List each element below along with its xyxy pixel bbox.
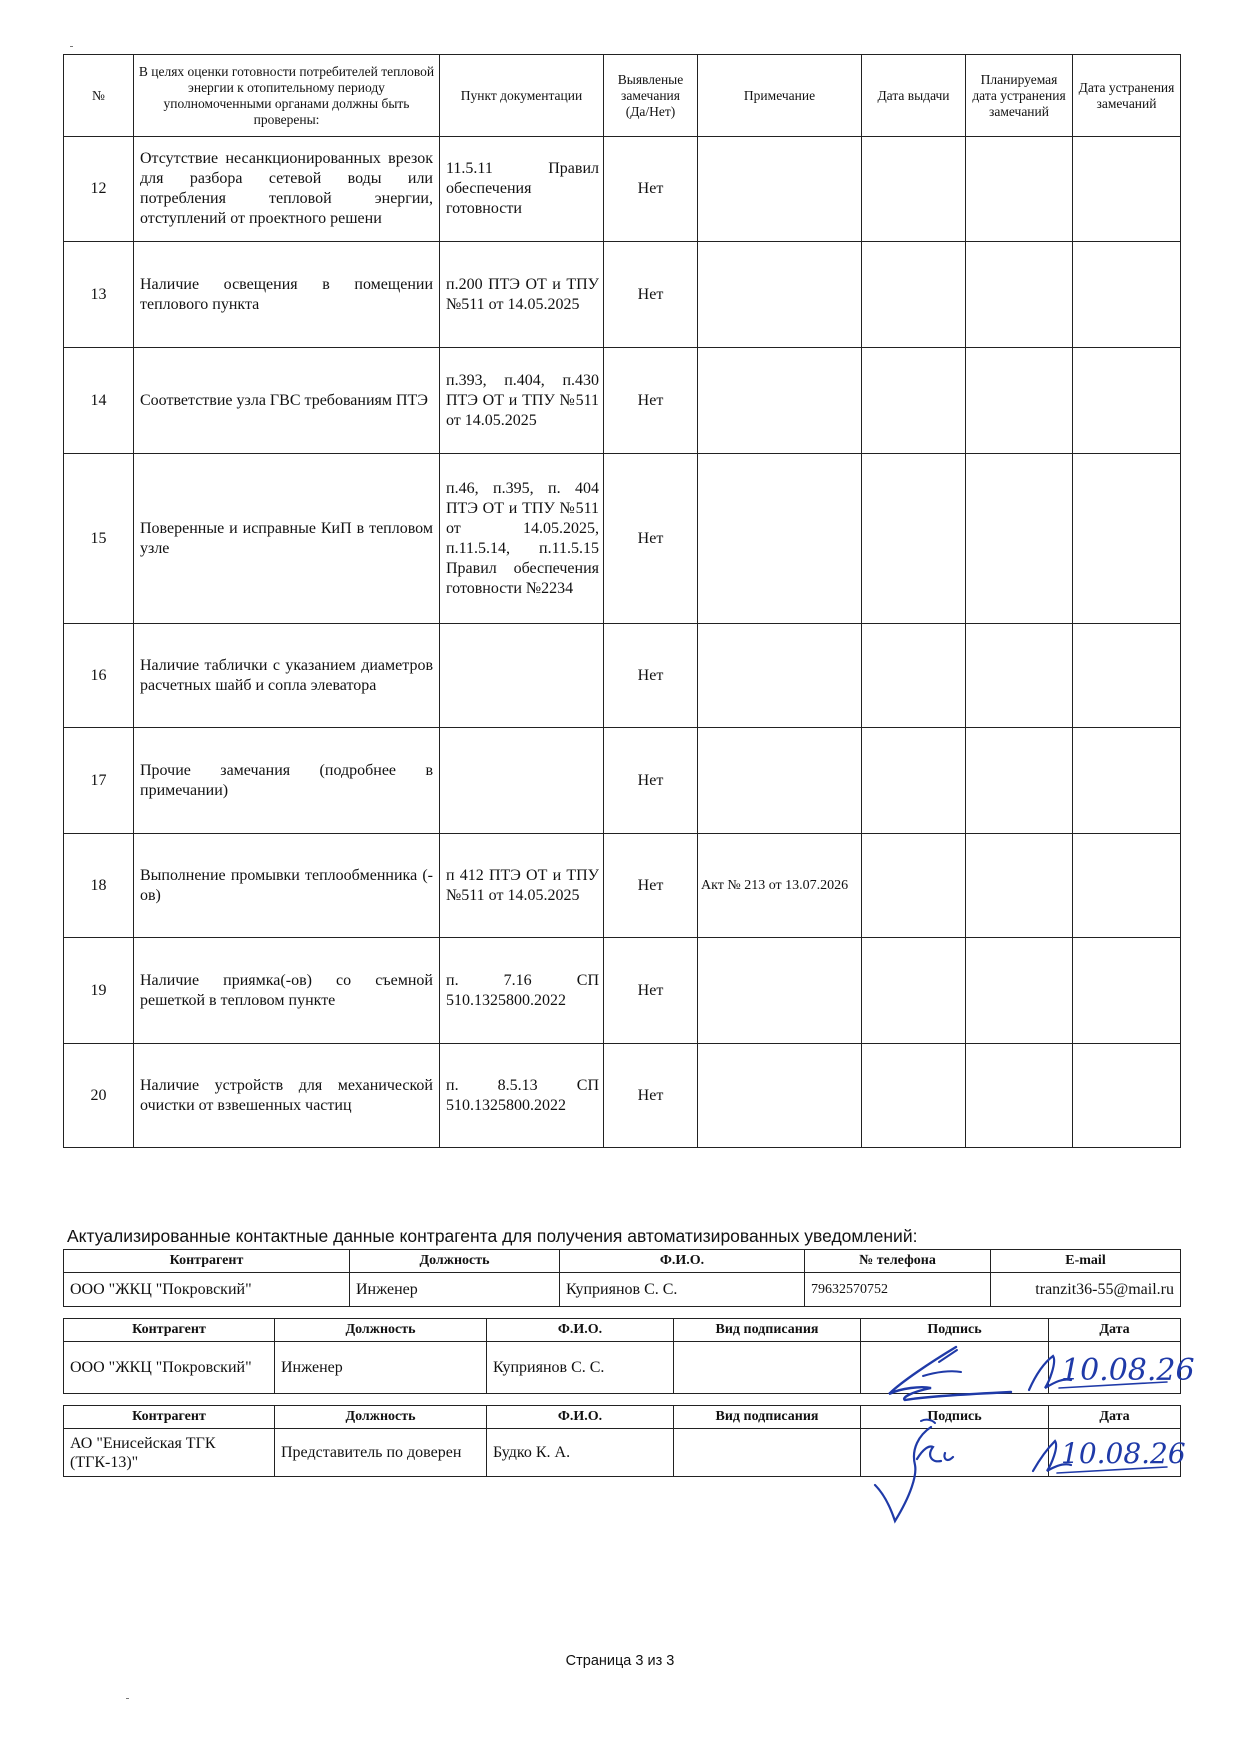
- signatory-row: [64, 1342, 1181, 1394]
- date-cell: [1049, 1429, 1186, 1477]
- row-requirement: Наличие таблички с указанием диаметров расчетных шайб и сопла элеватора: [134, 624, 440, 728]
- contacts-table: [63, 1249, 1181, 1307]
- row-requirement: Выполнение промывки теплообменника (-ов): [134, 834, 440, 938]
- row-note: Акт № 213 от 13.07.2026: [698, 834, 862, 938]
- row-found: Нет: [604, 834, 698, 938]
- signatory-table-1: [63, 1318, 1195, 1394]
- row-doc-point: п 412 ПТЭ ОТ и ТПУ №511 от 14.05.2025: [440, 834, 604, 938]
- contacts-header-counterparty: Контрагент: [64, 1250, 350, 1273]
- row-doc-point: п.393, п.404, п.430 ПТЭ ОТ и ТПУ №511 от 14.05.2025: [440, 348, 604, 454]
- signatory-position: Представитель по доверен: [275, 1429, 487, 1477]
- signatory-sign-type: [674, 1342, 861, 1394]
- contact-position: Инженер: [350, 1273, 560, 1307]
- scan-speck: [126, 1698, 129, 1699]
- table-row: [64, 938, 1181, 1044]
- row-fix-date: [1073, 242, 1181, 348]
- contacts-header-fio: Ф.И.О.: [560, 1250, 805, 1273]
- row-found: Нет: [604, 242, 698, 348]
- handwritten-date-text-2: 10.08.26: [1061, 1437, 1186, 1470]
- row-note: [698, 938, 862, 1044]
- signature-cell: [861, 1429, 1049, 1477]
- row-found: Нет: [604, 137, 698, 242]
- signatory-header-position: Должность: [275, 1319, 487, 1342]
- row-planned-date: [966, 348, 1073, 454]
- signatory-header-sign-type: Вид подписания: [674, 1406, 861, 1429]
- header-doc-point: Пункт документации: [440, 55, 604, 137]
- signatory-row: [64, 1429, 1181, 1477]
- signatory-header-counterparty: Контрагент: [64, 1406, 275, 1429]
- row-issue-date: [862, 834, 966, 938]
- row-requirement: Поверенные и исправные КиП в тепловом узле: [134, 454, 440, 624]
- handwritten-date-text-1: 10.08.26: [1061, 1353, 1195, 1388]
- row-fix-date: [1073, 1044, 1181, 1148]
- row-planned-date: [966, 137, 1073, 242]
- row-found: Нет: [604, 728, 698, 834]
- signatory-header-sign-type: Вид подписания: [674, 1319, 861, 1342]
- signatory-header-date: Дата: [1049, 1319, 1181, 1342]
- row-requirement: Отсутствие несанкционированных врезок для разбора сетевой воды или потребления тепловой энергии, отступлений от проектного решени: [134, 137, 440, 242]
- row-doc-point: п.46, п.395, п. 404 ПТЭ ОТ и ТПУ №511 от 14.05.2025, п.11.5.14, п.11.5.15 Правил обеспечения готовности №2234: [440, 454, 604, 624]
- header-note: Примечание: [698, 55, 862, 137]
- handwritten-date-2: [1049, 1429, 1186, 1477]
- signatory-header-signature: Подпись: [861, 1319, 1049, 1342]
- signatory-fio: Куприянов С. С.: [487, 1342, 674, 1394]
- row-found: Нет: [604, 1044, 698, 1148]
- row-issue-date: [862, 242, 966, 348]
- table-row: [64, 624, 1181, 728]
- handwritten-signature-2: [861, 1429, 1049, 1477]
- scan-speck: [70, 46, 73, 47]
- row-note: [698, 454, 862, 624]
- contact-phone: 79632570752: [805, 1273, 991, 1307]
- readiness-check-table: [63, 54, 1181, 1148]
- header-fix-date: Дата устранения замечаний: [1073, 55, 1181, 137]
- contacts-row: [64, 1273, 1181, 1307]
- row-planned-date: [966, 624, 1073, 728]
- row-planned-date: [966, 1044, 1073, 1148]
- row-doc-point: п.200 ПТЭ ОТ и ТПУ №511 от 14.05.2025: [440, 242, 604, 348]
- row-issue-date: [862, 624, 966, 728]
- table-row: [64, 728, 1181, 834]
- row-num: 18: [64, 834, 134, 938]
- row-fix-date: [1073, 728, 1181, 834]
- row-issue-date: [862, 348, 966, 454]
- signatory-header-position: Должность: [275, 1406, 487, 1429]
- header-found: Выявленые замечания (Да/Нет): [604, 55, 698, 137]
- table-row: [64, 137, 1181, 242]
- signatory-sign-type: [674, 1429, 861, 1477]
- signature-cell: [861, 1342, 1049, 1394]
- row-doc-point: п. 7.16 СП 510.1325800.2022: [440, 938, 604, 1044]
- table-row: [64, 834, 1181, 938]
- row-num: 15: [64, 454, 134, 624]
- row-requirement: Наличие приямка(-ов) со съемной решеткой в тепловом пункте: [134, 938, 440, 1044]
- row-requirement: Прочие замечания (подробнее в примечании): [134, 728, 440, 834]
- row-doc-point: [440, 624, 604, 728]
- row-num: 16: [64, 624, 134, 728]
- row-num: 17: [64, 728, 134, 834]
- row-note: [698, 137, 862, 242]
- contact-fio: Куприянов С. С.: [560, 1273, 805, 1307]
- header-requirement: В целях оценки готовности потребителей тепловой энергии к отопительному периоду уполномоченными органами должны быть проверены:: [134, 55, 440, 137]
- row-fix-date: [1073, 137, 1181, 242]
- row-num: 13: [64, 242, 134, 348]
- row-issue-date: [862, 728, 966, 834]
- signatory-counterparty: АО "Енисейская ТГК (ТГК-13)": [64, 1429, 275, 1477]
- handwritten-signature-1: [861, 1342, 1049, 1394]
- contacts-header-email: E-mail: [991, 1250, 1181, 1273]
- row-fix-date: [1073, 624, 1181, 728]
- row-note: [698, 242, 862, 348]
- row-planned-date: [966, 834, 1073, 938]
- row-found: Нет: [604, 938, 698, 1044]
- signatory-header-row: [64, 1319, 1181, 1342]
- row-fix-date: [1073, 348, 1181, 454]
- table-row: [64, 454, 1181, 624]
- signatory-header-counterparty: Контрагент: [64, 1319, 275, 1342]
- row-num: 12: [64, 137, 134, 242]
- row-requirement: Соответствие узла ГВС требованиям ПТЭ: [134, 348, 440, 454]
- date-cell: [1049, 1342, 1195, 1394]
- row-note: [698, 1044, 862, 1148]
- signatory-header-signature: Подпись: [861, 1406, 1049, 1429]
- row-planned-date: [966, 728, 1073, 834]
- row-doc-point: п. 8.5.13 СП 510.1325800.2022: [440, 1044, 604, 1148]
- row-found: Нет: [604, 348, 698, 454]
- row-fix-date: [1073, 938, 1181, 1044]
- table-row: [64, 242, 1181, 348]
- signatory-counterparty: ООО "ЖКЦ "Покровский": [64, 1342, 275, 1394]
- signatory-header-fio: Ф.И.О.: [487, 1406, 674, 1429]
- table-header-row: [64, 55, 1181, 137]
- row-fix-date: [1073, 454, 1181, 624]
- row-note: [698, 348, 862, 454]
- contact-counterparty: ООО "ЖКЦ "Покровский": [64, 1273, 350, 1307]
- table-row: [64, 1044, 1181, 1148]
- table-row: [64, 348, 1181, 454]
- row-fix-date: [1073, 834, 1181, 938]
- header-num: №: [64, 55, 134, 137]
- row-found: Нет: [604, 454, 698, 624]
- signatory-header-row: [64, 1406, 1181, 1429]
- contacts-header-row: [64, 1250, 1181, 1273]
- contact-email: tranzit36-55@mail.ru: [991, 1273, 1181, 1307]
- row-planned-date: [966, 938, 1073, 1044]
- contacts-title: Актуализированные контактные данные контрагента для получения автоматизированных уведомлений:: [67, 1226, 918, 1246]
- row-issue-date: [862, 1044, 966, 1148]
- signatory-header-date: Дата: [1049, 1406, 1181, 1429]
- row-planned-date: [966, 454, 1073, 624]
- row-num: 19: [64, 938, 134, 1044]
- header-issue-date: Дата выдачи: [862, 55, 966, 137]
- row-planned-date: [966, 242, 1073, 348]
- row-requirement: Наличие устройств для механической очистки от взвешенных частиц: [134, 1044, 440, 1148]
- header-planned-date: Планируемая дата устранения замечаний: [966, 55, 1073, 137]
- signatory-fio: Будко К. А.: [487, 1429, 674, 1477]
- row-doc-point: [440, 728, 604, 834]
- contacts-header-position: Должность: [350, 1250, 560, 1273]
- row-found: Нет: [604, 624, 698, 728]
- page-number: Страница 3 из 3: [565, 1653, 675, 1669]
- row-note: [698, 728, 862, 834]
- row-issue-date: [862, 938, 966, 1044]
- row-note: [698, 624, 862, 728]
- row-num: 14: [64, 348, 134, 454]
- row-issue-date: [862, 454, 966, 624]
- row-doc-point: 11.5.11 Правил обеспечения готовности: [440, 137, 604, 242]
- row-num: 20: [64, 1044, 134, 1148]
- handwritten-date-1: [1049, 1342, 1195, 1394]
- signatory-header-fio: Ф.И.О.: [487, 1319, 674, 1342]
- row-issue-date: [862, 137, 966, 242]
- signatory-table-2: [63, 1405, 1186, 1477]
- row-requirement: Наличие освещения в помещении теплового пункта: [134, 242, 440, 348]
- signatory-position: Инженер: [275, 1342, 487, 1394]
- contacts-header-phone: № телефона: [805, 1250, 991, 1273]
